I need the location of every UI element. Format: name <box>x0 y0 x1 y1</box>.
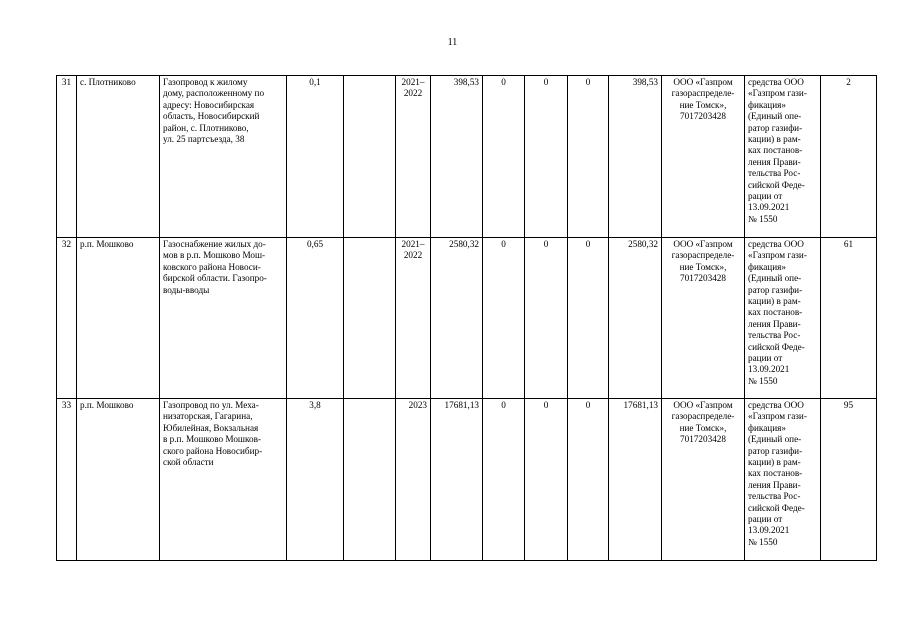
years-cell: 2021– 2022 <box>396 238 431 399</box>
empty-cell <box>344 399 396 561</box>
funding-cell: 398,53 <box>609 76 662 238</box>
total-cost-cell: 2580,32 <box>431 238 483 399</box>
total-cost-cell: 398,53 <box>431 76 483 238</box>
value-cell: 0 <box>483 76 525 238</box>
funding-cell: 2580,32 <box>609 238 662 399</box>
value-cell: 0 <box>525 238 568 399</box>
object-cell: Газопровод по ул. Меха- низаторская, Гагарина, Юбилейная, Вокзальная в р.п. Мошково Мошков- ского района Новосибир- ской области <box>160 399 287 561</box>
funding-source-cell: средства ООО «Газпром гази- фикация» (Единый опе- ратор газифи- кации) в рам- ках постанов- ления Прави- тельства Рос- сийской Феде- рации от 13.09.2021 № 1550 <box>745 238 821 399</box>
count-cell: 2 <box>821 76 877 238</box>
table-row <box>57 238 877 399</box>
value-cell: 0 <box>483 238 525 399</box>
value-cell: 0 <box>568 399 609 561</box>
funding-cell: 17681,13 <box>609 399 662 561</box>
funding-source-cell: средства ООО «Газпром гази- фикация» (Единый опе- ратор газифи- кации) в рам- ках постанов- ления Прави- тельства Рос- сийской Феде- рации от 13.09.2021 № 1550 <box>745 399 821 561</box>
locality-cell: р.п. Мошково <box>77 399 160 561</box>
length-cell: 0,1 <box>287 76 344 238</box>
object-cell: Газопровод к жилому дому, расположенному по адресу: Новосибирская область, Новосибирский район, с. Плотниково, ул. 25 партсъезда, 38 <box>160 76 287 238</box>
total-cost-cell: 17681,13 <box>431 399 483 561</box>
row-number: 31 <box>57 76 77 238</box>
row-number: 32 <box>57 238 77 399</box>
organization-cell: ООО «Газпром газораспределе- ние Томск», 7017203428 <box>662 76 745 238</box>
table-row <box>57 399 877 561</box>
value-cell: 0 <box>525 399 568 561</box>
value-cell: 0 <box>483 399 525 561</box>
years-cell: 2023 <box>396 399 431 561</box>
organization-cell: ООО «Газпром газораспределе- ние Томск», 7017203428 <box>662 238 745 399</box>
organization-cell: ООО «Газпром газораспределе- ние Томск», 7017203428 <box>662 399 745 561</box>
locality-cell: р.п. Мошково <box>77 238 160 399</box>
page-number: 11 <box>447 37 458 48</box>
funding-source-cell: средства ООО «Газпром гази- фикация» (Единый опе- ратор газифи- кации) в рам- ках постанов- ления Прави- тельства Рос- сийской Феде- рации от 13.09.2021 № 1550 <box>745 76 821 238</box>
row-number: 33 <box>57 399 77 561</box>
length-cell: 3,8 <box>287 399 344 561</box>
object-cell: Газоснабжение жилых до- мов в р.п. Мошково Мош- ковского района Новоси- бирской области. Газопро- воды-вводы <box>160 238 287 399</box>
empty-cell <box>344 76 396 238</box>
value-cell: 0 <box>568 238 609 399</box>
value-cell: 0 <box>568 76 609 238</box>
count-cell: 61 <box>821 238 877 399</box>
locality-cell: с. Плотниково <box>77 76 160 238</box>
table-row <box>57 76 877 238</box>
length-cell: 0,65 <box>287 238 344 399</box>
count-cell: 95 <box>821 399 877 561</box>
years-cell: 2021– 2022 <box>396 76 431 238</box>
gas-projects-table <box>56 75 877 561</box>
empty-cell <box>344 238 396 399</box>
value-cell: 0 <box>525 76 568 238</box>
